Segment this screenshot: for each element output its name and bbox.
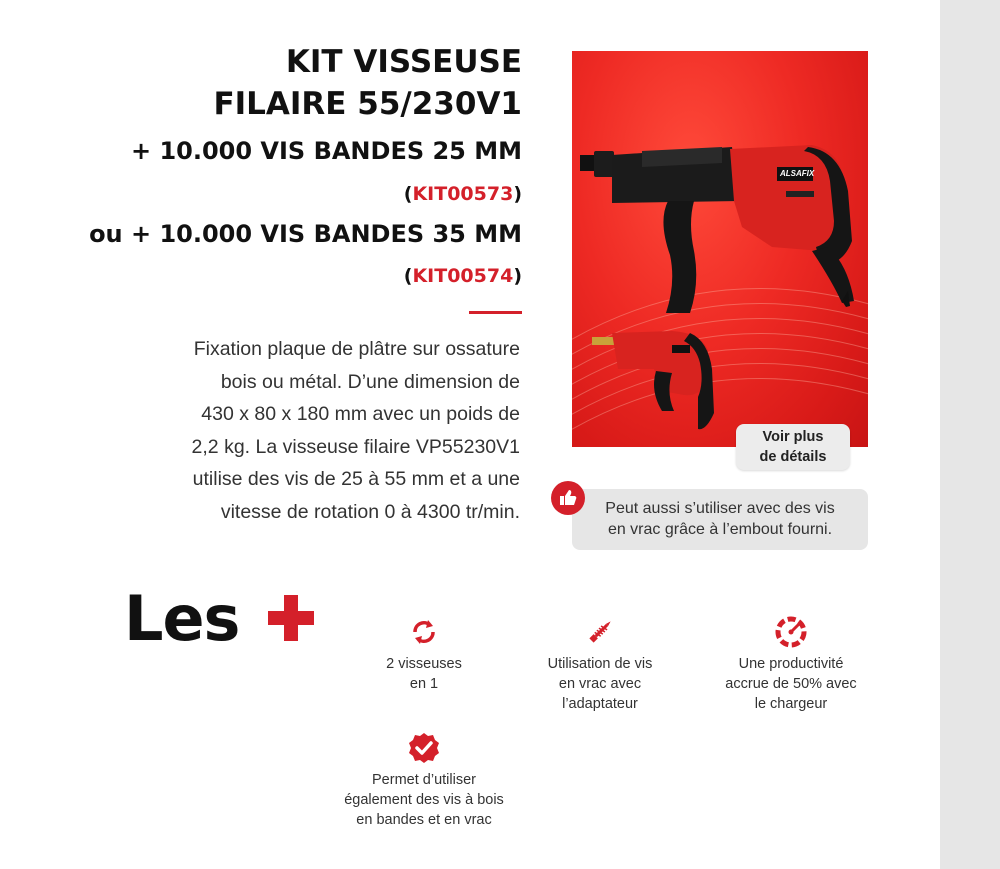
description-line: utilise des vis de 25 à 55 mm et a une xyxy=(192,468,520,490)
paren-close: ) xyxy=(513,183,522,205)
feature-label: Utilisation de vis en vrac avec l’adaptateur xyxy=(547,656,653,712)
right-sidebar-panel xyxy=(940,0,1000,869)
description-line: 430 x 80 x 180 mm avec un poids de xyxy=(201,403,520,425)
check-badge-icon xyxy=(339,730,509,766)
kit-code-1 xyxy=(404,183,522,205)
description-line: 2,2 kg. La visseuse filaire VP55230V1 xyxy=(191,435,520,458)
feature-productivity xyxy=(706,614,876,714)
accent-divider xyxy=(469,311,522,314)
gauge-icon xyxy=(706,614,876,650)
kit-reference-00573: KIT00573 xyxy=(412,183,514,205)
les-plus-heading xyxy=(124,582,316,655)
description-line: vitesse de rotation 0 à 4300 tr/min. xyxy=(220,500,520,523)
screwdriver-illustration xyxy=(572,51,868,447)
paren-open: ( xyxy=(403,265,413,287)
refresh-icon xyxy=(339,614,509,650)
details-button-line-2: de détails xyxy=(759,449,827,465)
plus-icon xyxy=(266,593,316,643)
thumbs-up-icon xyxy=(551,481,585,515)
feature-label: 2 visseuses en 1 xyxy=(386,656,462,692)
brand-logo: ALSAFIX xyxy=(780,169,815,178)
details-button-line-1: Voir plus xyxy=(762,429,824,445)
usage-note xyxy=(572,489,868,550)
product-title-line-1: KIT VISSEUSE xyxy=(285,44,522,80)
les-heading-text: Les xyxy=(124,582,240,655)
paren-close: ) xyxy=(513,265,522,287)
kit-reference-00574: KIT00574 xyxy=(412,265,514,287)
feature-two-in-one xyxy=(339,614,509,694)
feature-label: Une productivité accrue de 50% avec le chargeur xyxy=(725,656,857,712)
note-line-2: en vrac grâce à l’embout fourni. xyxy=(607,521,833,538)
product-description xyxy=(120,333,520,528)
product-title-line-2: FILAIRE 55/230V1 xyxy=(213,86,522,122)
kit-code-2 xyxy=(404,265,522,287)
details-button[interactable] xyxy=(736,424,850,470)
kit-option-25mm: + 10.000 VIS BANDES 25 MM xyxy=(130,137,522,165)
feature-bulk-screws xyxy=(515,614,685,714)
paren-open: ( xyxy=(403,183,413,205)
description-line: bois ou métal. D’une dimension de xyxy=(220,370,520,393)
product-image[interactable] xyxy=(572,51,868,447)
description-line: Fixation plaque de plâtre sur ossature xyxy=(193,338,520,360)
screw-icon xyxy=(515,614,685,650)
feature-wood-screws xyxy=(339,730,509,830)
note-line-1: Peut aussi s’utiliser avec des vis xyxy=(605,500,835,517)
kit-option-35mm: ou + 10.000 VIS BANDES 35 MM xyxy=(89,220,522,248)
feature-label: Permet d’utiliser également des vis à bois en bandes et en vrac xyxy=(344,772,504,828)
